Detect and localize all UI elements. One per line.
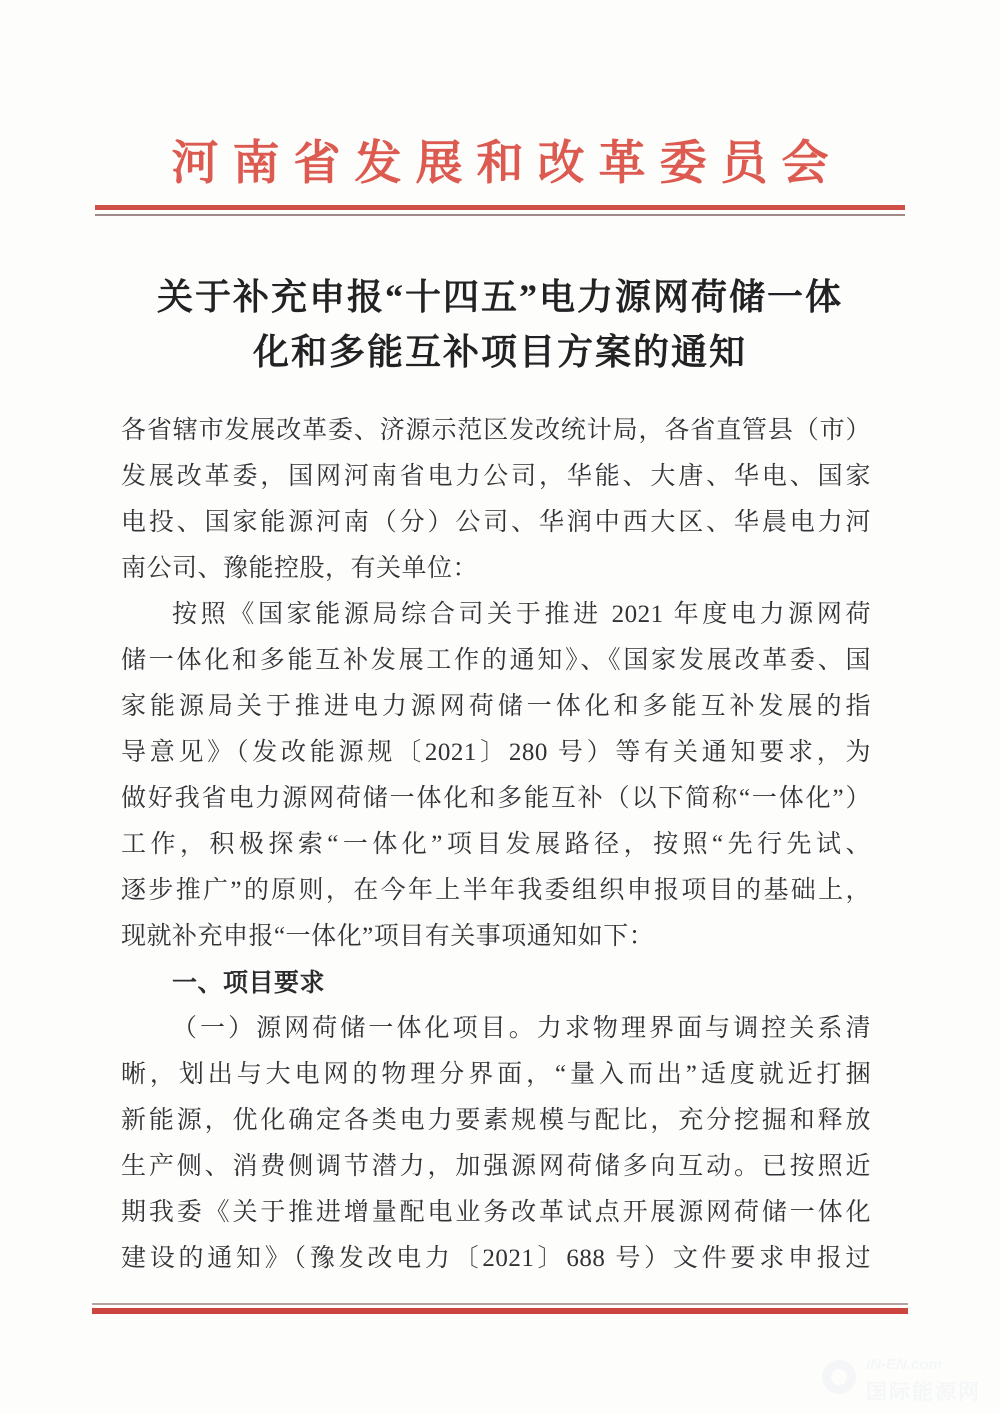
body-line: 家能源局关于推进电力源网荷储一体化和多能互补发展的指 bbox=[121, 693, 871, 720]
sun-logo-icon bbox=[822, 1360, 856, 1394]
body-line: 储一体化和多能互补发展工作的通知》、《国家发展改革委、国 bbox=[121, 647, 871, 674]
body-line: 各省辖市发展改革委、济源示范区发改统计局，各省直管县（市） bbox=[121, 417, 871, 444]
document-body bbox=[121, 408, 871, 1282]
body-line: 导意见》（发改能源规〔2021〕280 号）等有关通知要求，为 bbox=[121, 739, 871, 766]
document-title bbox=[100, 270, 900, 380]
body-line: 做好我省电力源网荷储一体化和多能互补（以下简称“一体化”） bbox=[121, 785, 871, 812]
body-line: 按照《国家能源局综合司关于推进 2021 年度电力源网荷 bbox=[172, 601, 871, 628]
body-line: 发展改革委，国网河南省电力公司，华能、大唐、华电、国家 bbox=[121, 463, 871, 490]
body-line: 新能源，优化确定各类电力要素规模与配比，充分挖掘和释放 bbox=[121, 1107, 871, 1134]
body-line: 电投、国家能源河南（分）公司、华润中西大区、华晨电力河 bbox=[121, 509, 871, 536]
footer-rule-thin bbox=[92, 1303, 908, 1305]
body-line: 建设的通知》（豫发改电力〔2021〕688 号）文件要求申报过 bbox=[121, 1245, 871, 1272]
footer-rule-thick bbox=[92, 1308, 908, 1314]
letterhead-rule-thick bbox=[95, 205, 905, 210]
body-line: 期我委《关于推进增量配电业务改革试点开展源网荷储一体化 bbox=[121, 1199, 871, 1226]
body-line: 晰，划出与大电网的物理分界面，“量入而出”适度就近打捆 bbox=[121, 1061, 871, 1088]
section-heading: 一、项目要求 bbox=[172, 969, 326, 997]
letterhead-org-title: 河南省发展和改革委员会 bbox=[171, 138, 843, 190]
letterhead-rule-thin bbox=[95, 214, 905, 216]
body-line: 南公司、豫能控股，有关单位： bbox=[121, 555, 479, 582]
body-line: 工作，积极探索“一体化”项目发展路径，按照“先行先试、 bbox=[121, 831, 871, 858]
watermark bbox=[822, 1354, 982, 1410]
body-line: （一）源网荷储一体化项目。力求物理界面与调控关系清 bbox=[172, 1015, 871, 1042]
body-line: 逐步推广”的原则，在今年上半年我委组织申报项目的基础上， bbox=[121, 877, 871, 904]
document-title-line-2: 化和多能互补项目方案的通知 bbox=[252, 332, 747, 372]
document-title-line-1: 关于补充申报“十四五”电力源网荷储一体 bbox=[156, 277, 843, 317]
watermark-site-name: 国际能源网 bbox=[866, 1381, 981, 1404]
body-line: 生产侧、消费侧调节潜力，加强源网荷储多向互动。已按照近 bbox=[121, 1153, 871, 1180]
body-line: 现就补充申报“一体化”项目有关事项通知如下： bbox=[121, 923, 655, 950]
watermark-domain: IN-EN.com bbox=[866, 1356, 942, 1373]
